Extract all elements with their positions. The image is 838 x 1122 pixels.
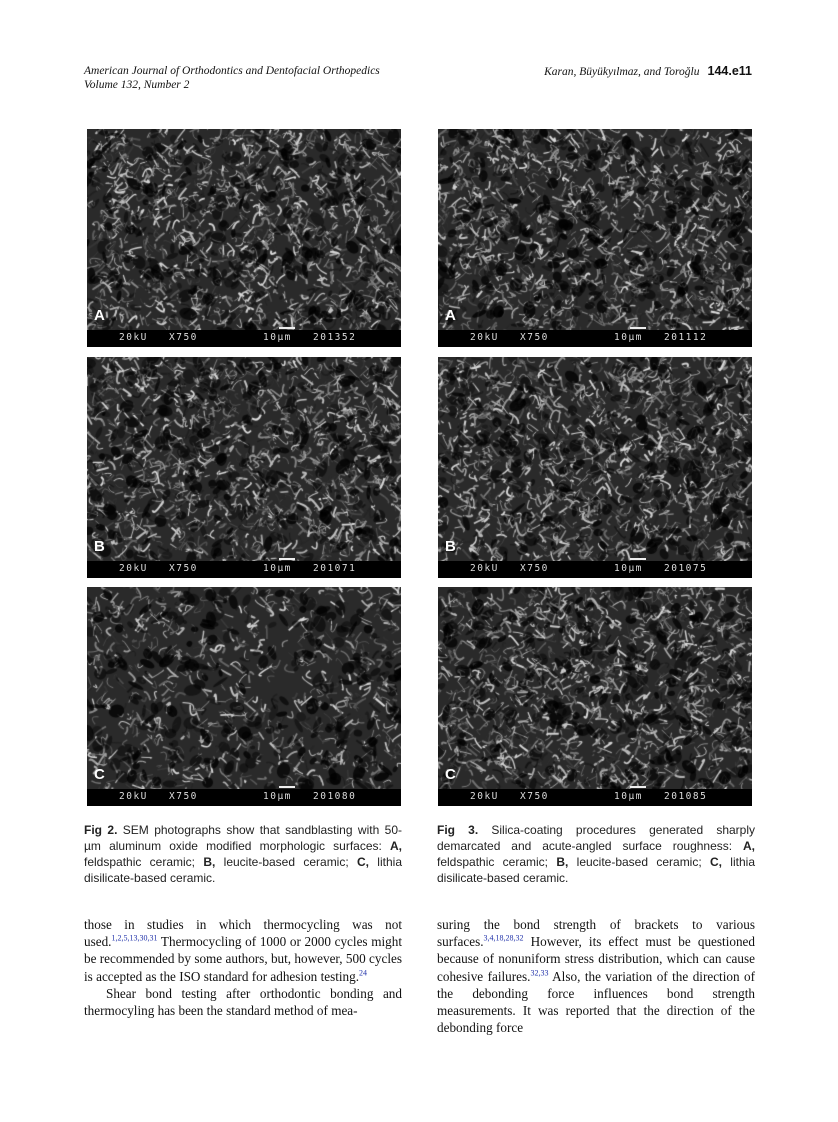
fig2-caption	[84, 822, 402, 886]
caption-letter: B,	[203, 855, 216, 869]
paragraph	[437, 916, 755, 1036]
magnification: X750	[520, 332, 549, 343]
body-column-right	[437, 916, 755, 1036]
caption-text: SEM photographs show that sandblasting with 50-µm aluminum oxide modified morphologic surfaces:	[84, 823, 402, 853]
fig2-panel-a	[87, 129, 401, 347]
sem-info-bar	[87, 330, 401, 347]
fig3-panel-a	[438, 129, 752, 347]
image-id: 201085	[664, 791, 708, 802]
sem-micrograph	[87, 357, 401, 561]
caption-letter: B,	[556, 855, 569, 869]
citation-link[interactable]: 1,2,5,13,30,31	[111, 933, 158, 943]
caption-letter: A,	[390, 839, 402, 853]
scale-bar	[630, 786, 646, 788]
magnification: X750	[169, 563, 198, 574]
scale-label: 10µm	[614, 332, 643, 343]
page-number: 144.e11	[707, 64, 752, 78]
magnification: X750	[520, 563, 549, 574]
scale-label: 10µm	[614, 791, 643, 802]
sem-info-bar	[87, 789, 401, 806]
fig2-panel-c	[87, 587, 401, 806]
paragraph	[84, 985, 402, 1019]
sem-info-bar	[438, 330, 752, 347]
fig3-panel-b	[438, 357, 752, 578]
text: Thermocycling of 1000 or 2000 cycles might be recommended by some authors, but, however, 500 cycles is accepted as the ISO standard for adhesion testing.	[84, 934, 402, 984]
sem-micrograph	[438, 129, 752, 330]
sem-info-bar	[438, 561, 752, 578]
citation-link[interactable]: 24	[359, 968, 368, 978]
voltage: 20kU	[119, 563, 148, 574]
scale-label: 10µm	[614, 563, 643, 574]
image-id: 201080	[313, 791, 357, 802]
fig2-panel-b	[87, 357, 401, 578]
text: Also, the variation of the direction of the debonding force influences bond strength measurements. It was reported that the direction of the debonding force	[437, 968, 755, 1036]
image-id: 201075	[664, 563, 708, 574]
scale-bar	[630, 327, 646, 329]
scale-bar	[630, 558, 646, 560]
sem-micrograph	[438, 357, 752, 561]
scale-label: 10µm	[263, 332, 292, 343]
voltage: 20kU	[470, 791, 499, 802]
sem-micrograph	[87, 587, 401, 789]
scale-label: 10µm	[263, 563, 292, 574]
image-id: 201112	[664, 332, 708, 343]
caption-letter: C,	[710, 855, 722, 869]
authors: Karan, Büyükyılmaz, and Toroğlu	[544, 66, 700, 78]
running-header-right	[544, 64, 752, 79]
text: suring the bond strength of brackets to various surfaces.	[437, 917, 755, 950]
body-column-left	[84, 916, 402, 1019]
caption-letter: A,	[743, 839, 755, 853]
journal-title: American Journal of Orthodontics and Dentofacial Orthopedics	[84, 65, 380, 77]
sem-micrograph	[87, 129, 401, 330]
panel-letter: A	[94, 307, 105, 324]
caption-text: feldspathic ceramic;	[437, 855, 557, 869]
text: those in studies in which thermocycling was not used.	[84, 917, 402, 950]
panel-letter: C	[445, 766, 456, 783]
panel-letter: B	[445, 538, 456, 555]
scale-label: 10µm	[263, 791, 292, 802]
magnification: X750	[169, 332, 198, 343]
fig3-caption	[437, 822, 755, 886]
panel-letter: A	[445, 307, 456, 324]
caption-text: lithia disilicate-based ceramic.	[84, 855, 402, 885]
scale-bar	[279, 558, 295, 560]
caption-text: lithia disilicate-based ceramic.	[437, 855, 755, 885]
caption-text: Silica-coating procedures generated sharply demarcated and acute-angled surface roughness:	[437, 823, 756, 853]
citation-link[interactable]: 32,33	[530, 968, 549, 978]
citation-link[interactable]: 3,4,18,28,32	[483, 933, 524, 943]
voltage: 20kU	[119, 791, 148, 802]
magnification: X750	[169, 791, 198, 802]
sem-micrograph	[438, 587, 752, 789]
fig3-panel-c	[438, 587, 752, 806]
caption-label: Fig 3.	[437, 823, 479, 837]
caption-label: Fig 2.	[84, 823, 118, 837]
running-header-left	[84, 64, 380, 92]
sem-info-bar	[438, 789, 752, 806]
caption-text: feldspathic ceramic;	[84, 855, 204, 869]
scale-bar	[279, 327, 295, 329]
magnification: X750	[520, 791, 549, 802]
voltage: 20kU	[470, 332, 499, 343]
scale-bar	[279, 786, 295, 788]
journal-volume: Volume 132, Number 2	[84, 79, 190, 91]
image-id: 201352	[313, 332, 357, 343]
panel-letter: C	[94, 766, 105, 783]
caption-letter: C,	[357, 855, 369, 869]
caption-text: leucite-based ceramic;	[568, 855, 710, 869]
voltage: 20kU	[470, 563, 499, 574]
text: Shear bond testing after orthodontic bonding and thermocyling has been the standard method of mea-	[84, 985, 402, 1019]
caption-text: leucite-based ceramic;	[215, 855, 357, 869]
sem-info-bar	[87, 561, 401, 578]
panel-letter: B	[94, 538, 105, 555]
paragraph	[84, 916, 402, 985]
voltage: 20kU	[119, 332, 148, 343]
text: However, its effect must be questioned because of nonuniform stress distribution, which can cause cohesive failures.	[437, 934, 755, 984]
image-id: 201071	[313, 563, 357, 574]
